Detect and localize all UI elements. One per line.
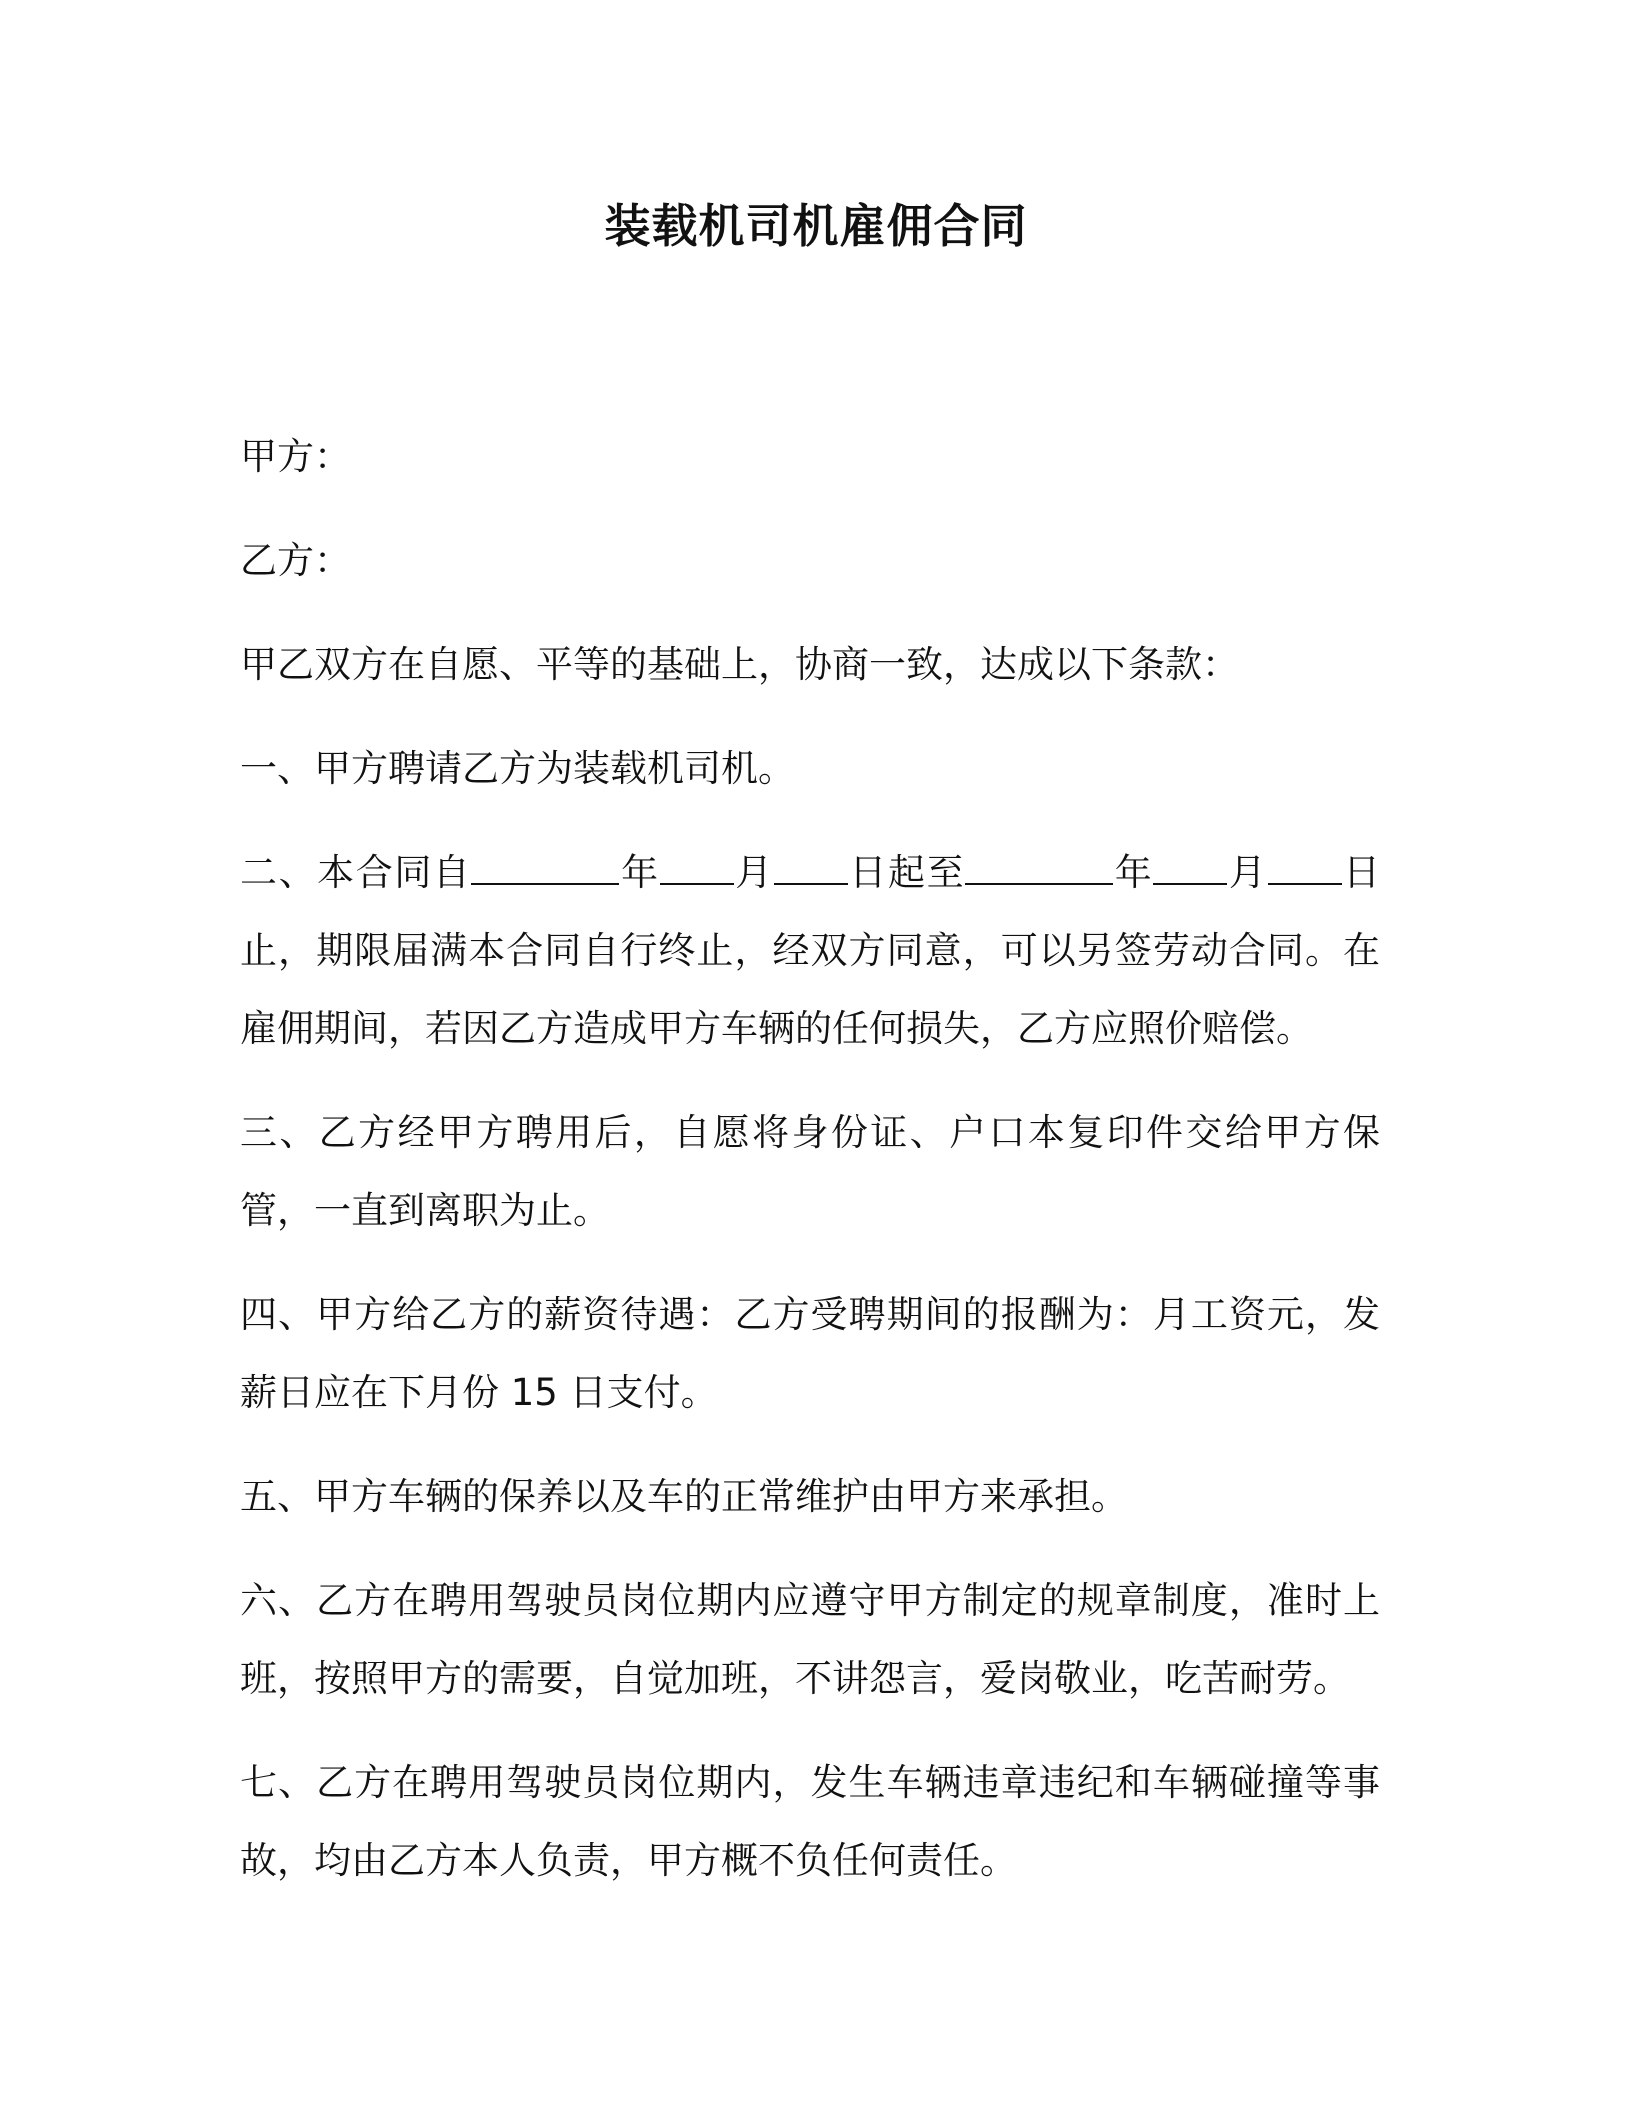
clause-2-rest: 日止，期限届满本合同自行终止，经双方同意，可以另签劳动合同。在雇佣期间，若因乙方造成甲方车辆的任何损失，乙方应照价赔偿。 <box>240 851 1381 1050</box>
clause-6: 六、乙方在聘用驾驶员岗位期内应遵守甲方制定的规章制度，准时上班，按照甲方的需要，自觉加班，不讲怨言，爱岗敬业，吃苦耐劳。 <box>240 1579 1380 1700</box>
party-b-line: 乙方： <box>240 539 351 582</box>
document-title: 装载机司机雇佣合同 <box>604 199 1028 253</box>
clause-3: 三、乙方经甲方聘用后，自愿将身份证、户口本复印件交给甲方保管，一直到离职为止。 <box>240 1111 1380 1232</box>
clause-1: 一、甲方聘请乙方为装载机司机。 <box>240 747 795 790</box>
start-month-blank <box>660 853 734 885</box>
intro-paragraph: 甲乙双方在自愿、平等的基础上，协商一致，达成以下条款： <box>240 643 1239 686</box>
clause-2-year-2: 年 <box>1113 851 1154 894</box>
clause-2-month-2: 月 <box>1227 851 1268 894</box>
clause-2-day-start: 日起至 <box>847 851 966 894</box>
clause-4: 四、甲方给乙方的薪资待遇：乙方受聘期间的报酬为：月工资元，发薪日应在下月份 15 日支付。 <box>240 1293 1380 1414</box>
document-body <box>240 418 1380 1926</box>
clause-7: 七、乙方在聘用驾驶员岗位期内，发生车辆违章违纪和车辆碰撞等事故，均由乙方本人负责，甲方概不负任何责任。 <box>240 1761 1380 1882</box>
end-year-blank <box>965 853 1113 885</box>
party-a-line: 甲方： <box>240 435 351 478</box>
end-month-blank <box>1153 853 1227 885</box>
start-year-blank <box>471 853 619 885</box>
start-day-blank <box>774 853 848 885</box>
clause-2-year-1: 年 <box>619 851 660 894</box>
clause-2-prefix: 二、本合同自 <box>240 851 472 894</box>
clause-2-month-1: 月 <box>733 851 774 894</box>
end-day-blank <box>1268 853 1342 885</box>
clause-2 <box>240 834 1380 1068</box>
clause-5: 五、甲方车辆的保养以及车的正常维护由甲方来承担。 <box>240 1475 1128 1518</box>
